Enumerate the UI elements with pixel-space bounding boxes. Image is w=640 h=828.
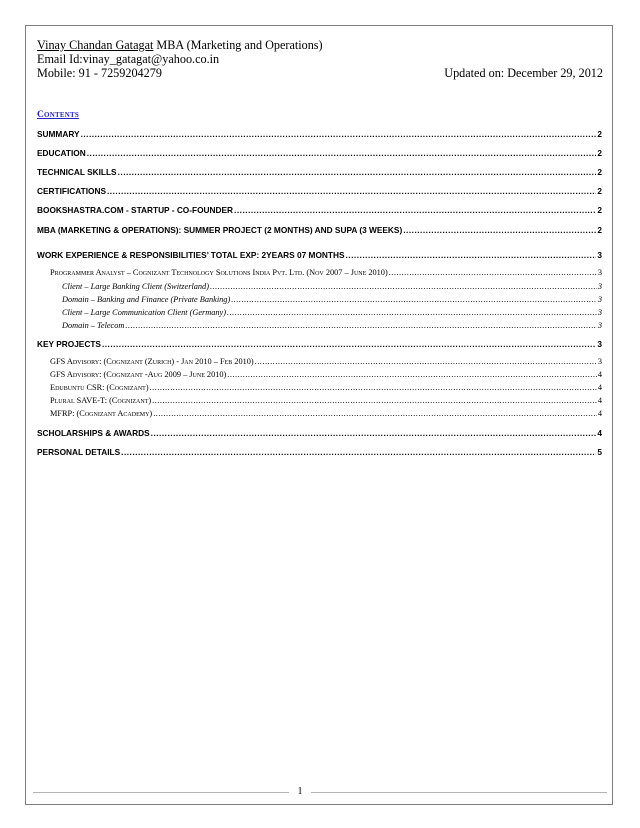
toc-entry-domain-banking[interactable] [62, 295, 602, 304]
mobile-text: Mobile: 91 - 7259204279 [37, 66, 162, 80]
toc-page-number: 2 [597, 205, 602, 215]
toc-entry-scholarships[interactable] [37, 428, 602, 438]
toc-leader [234, 205, 596, 215]
footer-divider-left [33, 792, 289, 793]
toc-page-number: 3 [597, 339, 602, 349]
toc-page-number: 2 [597, 129, 602, 139]
toc-page-number: 2 [597, 225, 602, 235]
toc-entry-mba-project[interactable] [37, 225, 602, 235]
toc-leader [81, 129, 597, 139]
toc-page-number: 4 [597, 409, 602, 418]
toc-entry-personal-details[interactable] [37, 447, 602, 457]
toc-page-number: 2 [597, 148, 602, 158]
toc-title: Contents [37, 110, 79, 120]
updated-date: Updated on: December 29, 2012 [444, 66, 603, 80]
toc-entry-text: MFRP: (Cognizant Academy) [50, 409, 153, 418]
toc-entry-text: BOOKSHASTRA.COM - STARTUP - CO-FOUNDER [37, 205, 234, 215]
toc-leader [121, 447, 596, 457]
toc-entry-text: Client – Large Communication Client (Germany) [62, 308, 227, 317]
toc-entry-bookshastra[interactable] [37, 205, 602, 215]
toc-page-number: 2 [597, 167, 602, 177]
toc-entry-technical-skills[interactable] [37, 167, 602, 177]
toc-leader [210, 282, 597, 291]
toc-entry-education[interactable] [37, 148, 602, 158]
toc-entry-client-banking[interactable] [62, 282, 602, 291]
name-row [37, 38, 603, 52]
toc-entry-text: Domain – Telecom [62, 321, 125, 330]
toc-leader [150, 383, 597, 392]
toc-entry-gfs-advisory-zurich[interactable] [50, 357, 602, 366]
toc-entry-text: Programmer Analyst – Cognizant Technology Solutions India Pvt. Ltd. (Nov 2007 – June 2010) [50, 268, 388, 277]
toc-entry-text: EDUCATION [37, 148, 86, 158]
toc-leader [151, 428, 597, 438]
toc-entry-text: KEY PROJECTS [37, 339, 101, 349]
toc-leader [389, 268, 597, 277]
toc-page-number: 3 [597, 268, 602, 277]
toc-entry-text: Edubuntu CSR: (Cognizant) [50, 383, 149, 392]
resume-header [37, 38, 603, 80]
toc-leader [231, 295, 597, 304]
toc-leader [227, 370, 597, 379]
toc-entry-programmer-analyst[interactable] [50, 268, 602, 277]
toc-leader [118, 167, 597, 177]
toc-page-number: 4 [597, 396, 602, 405]
toc-leader [152, 396, 597, 405]
toc-leader [107, 186, 596, 196]
candidate-name: Vinay Chandan Gatagat [37, 38, 154, 52]
toc-leader [403, 225, 596, 235]
toc-entry-edubuntu-csr[interactable] [50, 383, 602, 392]
toc-entry-client-communication[interactable] [62, 308, 602, 317]
toc-page-number: 3 [597, 250, 602, 260]
toc-page-number: 3 [597, 295, 602, 304]
toc-entry-text: TECHNICAL SKILLS [37, 167, 117, 177]
toc-entry-text: Client – Large Banking Client (Switzerland) [62, 282, 209, 291]
toc-entry-summary[interactable] [37, 129, 602, 139]
toc-entry-text: Domain – Banking and Finance (Private Banking) [62, 295, 231, 304]
toc-leader [87, 148, 597, 158]
toc-leader [125, 321, 596, 330]
email-text: Email Id:vinay_gatagat@yahoo.co.in [37, 52, 220, 66]
toc-page-number: 3 [597, 321, 602, 330]
toc-entry-text: MBA (MARKETING & OPERATIONS): SUMMER PROJECT (2 MONTHS) AND SUPA (3 WEEKS) [37, 225, 403, 235]
mobile-row [37, 66, 603, 80]
toc-leader [102, 339, 596, 349]
toc-entry-certifications[interactable] [37, 186, 602, 196]
toc-entry-text: SUMMARY [37, 129, 80, 139]
footer-divider-right [311, 792, 607, 793]
toc-entry-text: PERSONAL DETAILS [37, 447, 121, 457]
toc-entry-key-projects[interactable] [37, 339, 602, 349]
toc-page-number: 3 [597, 357, 602, 366]
toc-entry-text: Plural SAVE-T: (Cognizant) [50, 396, 152, 405]
toc-entry-text: CERTIFICATIONS [37, 186, 106, 196]
toc-page-number: 4 [597, 370, 602, 379]
toc-page-number: 4 [597, 428, 602, 438]
email-row [37, 52, 603, 66]
toc-page-number: 3 [597, 282, 602, 291]
toc-entry-gfs-advisory[interactable] [50, 370, 602, 379]
toc-entry-plural-save-t[interactable] [50, 396, 602, 405]
toc-entry-work-experience[interactable] [37, 250, 602, 260]
toc-leader [227, 308, 597, 317]
toc-page-number: 2 [597, 186, 602, 196]
toc-entry-text: SCHOLARSHIPS & AWARDS [37, 428, 150, 438]
toc-entry-domain-telecom[interactable] [62, 321, 602, 330]
toc-leader [255, 357, 597, 366]
page-number: 1 [297, 786, 303, 797]
toc-page-number: 3 [597, 308, 602, 317]
degree-text: MBA (Marketing and Operations) [153, 38, 323, 52]
toc-entry-mfrp[interactable] [50, 409, 602, 418]
toc-entry-text: GFS Advisory: (Cognizant -Aug 2009 – June 2010) [50, 370, 227, 379]
toc-leader [346, 250, 597, 260]
toc-leader [153, 409, 597, 418]
toc-entry-text: WORK EXPERIENCE & RESPONSIBILITIES’ TOTAL EXP: 2YEARS 07 MONTHS [37, 250, 345, 260]
toc-page-number: 4 [597, 383, 602, 392]
toc-entry-text: GFS Advisory: (Cognizant (Zurich) - Jan 2010 – Feb 2010) [50, 357, 254, 366]
toc-page-number: 5 [597, 447, 602, 457]
